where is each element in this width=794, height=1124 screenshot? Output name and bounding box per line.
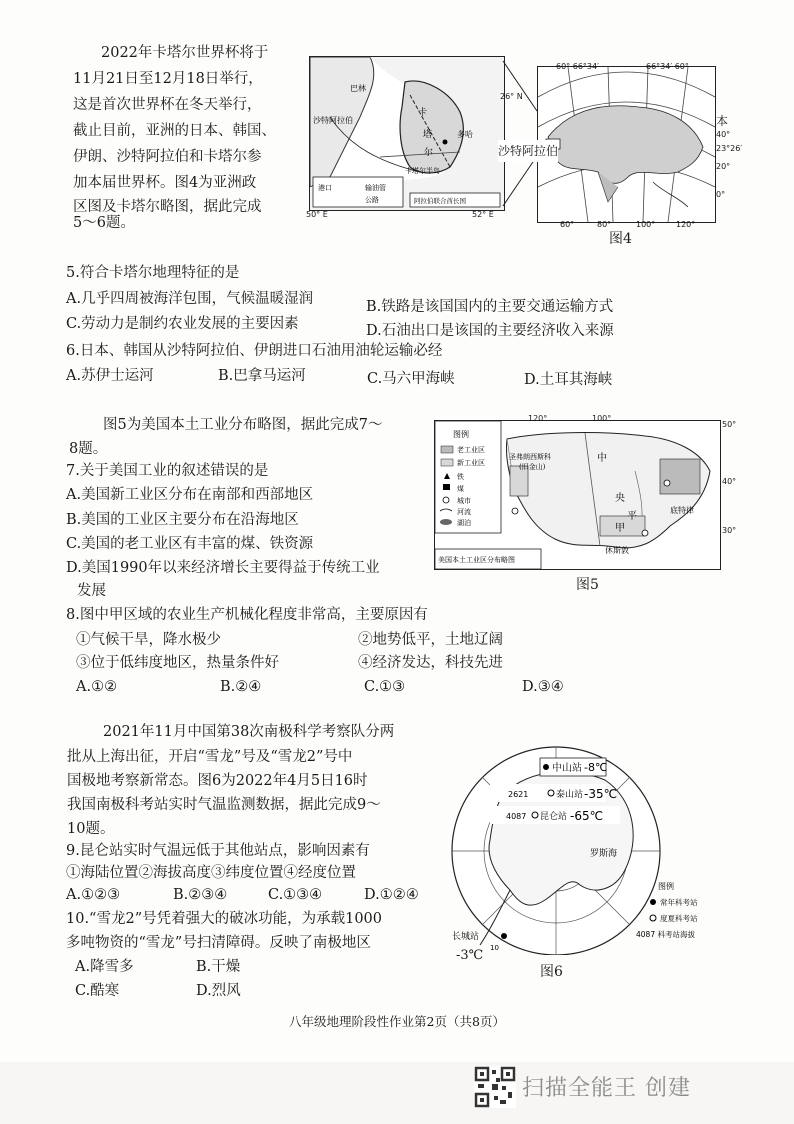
label-saudi-inset: 沙特阿拉伯 [313,116,353,125]
q9-option-b[interactable]: B.②③④ [173,887,228,903]
legend-port: 港口 [318,184,332,192]
fig5-legend-coal: 煤 [457,485,464,493]
intro3-line: 10题。 [67,821,115,837]
q6-option-b[interactable]: B.巴拿马运河 [218,368,306,384]
station-zhongshan: 中山站 [552,763,582,774]
legend-oil: 输油管 [365,184,386,192]
intro1-line: 加本届世界杯。图4为亚洲政 [73,175,257,191]
qatar-inset-map [309,56,505,211]
q7-option-c[interactable]: C.美国的老工业区有丰富的煤、铁资源 [66,536,314,552]
alt-kunlun: 4087 [506,812,527,821]
fig5-lat-50: 50° [722,420,737,429]
q9-option-c[interactable]: C.①③④ [268,887,323,903]
intro3-line: 我国南极科考站实时气温监测数据，据此完成9～ [67,797,381,813]
temp-taishan: -35℃ [584,787,618,801]
label-jia: 甲 [615,523,625,534]
q10-stem-line1: 10.“雪龙2”号凭着强大的破冰功能，为承载1000 [66,911,383,927]
intro1-line: 2022年卡塔尔世界杯将于 [101,45,269,61]
intro1-line: 截止目前，亚洲的日本、韩国、 [73,123,276,139]
connector-lines [500,56,540,216]
fig5-legend-old: 老工业区 [457,446,485,454]
intro1-line: 这是首次世界杯在冬天举行， [73,97,262,113]
page-footer: 八年级地理阶段性作业第2页（共8页） [289,1014,505,1029]
qr-code-icon [474,1066,516,1108]
asia-top-left-coords: 60° 66°34′ [556,62,599,71]
lat-20: 20° [716,162,731,171]
label-ross-sea: 罗斯海 [590,849,618,859]
temp-changcheng: -3℃ [456,948,484,963]
q10-option-b[interactable]: B.干燥 [196,959,241,975]
bottom-lon-60: 60° [560,220,575,229]
q10-option-c[interactable]: C.酷寒 [75,983,120,999]
intro3-line: 国极地考察新常态。图6为2022年4月5日16时 [67,773,368,789]
fig5-legend-title: 图例 [453,430,469,439]
q6-option-d[interactable]: D.土耳其海峡 [524,372,613,388]
intro1-line: 5～6题。 [73,215,135,231]
lat-40: 40° [716,130,731,139]
fig6-legend-summer: 度夏科考站 [660,914,698,923]
fig5-legend-city: 城市 [457,497,471,505]
asia-political-map [537,66,716,223]
q8-option-a[interactable]: A.①② [76,679,118,695]
q10-stem-line2: 多吨物资的“雪龙”号扫清障碍。反映了南极地区 [66,935,371,951]
usa-industry-map [434,420,721,570]
q6-stem: 6.日本、韩国从沙特阿拉伯、伊朗进口石油用油轮运输必经 [66,343,443,359]
temp-kunlun: -65℃ [570,809,604,823]
label-er: 尔 [424,148,434,158]
label-zhong: 中 [597,453,607,464]
label-doha: 多哈 [457,130,473,139]
station-changcheng: 长城站 [452,932,480,942]
fig5-title-box: 美国本土工业区分布略图 [438,556,515,564]
asia-map-svg [538,67,715,222]
fig5-legend-river: 河流 [457,508,471,516]
label-ta: 塔 [423,130,433,140]
q8-item-3: ③位于低纬度地区，热量条件好 [76,655,279,671]
q8-option-d[interactable]: D.③④ [522,679,564,695]
fig6-legend-title: 图例 [658,882,674,891]
asia-top-right-coords: 66°34′ 60° [646,62,689,71]
usa-map-svg [435,421,720,569]
q8-stem: 8.图中甲区域的农业生产机械化程度非常高，主要原因有 [66,607,428,623]
label-detroit: 底特律 [670,506,694,515]
bottom-lon-120: 120° [676,220,696,229]
label-peninsula: 卡塔尔半岛 [405,167,440,175]
q6-option-a[interactable]: A.苏伊士运河 [66,368,154,384]
lat-26n: 26° N [500,92,523,101]
q9-option-a[interactable]: A.①②③ [66,887,121,903]
label-ping: 平 [627,511,637,522]
lon-50e: 50° E [306,210,328,219]
q7-stem: 7.关于美国工业的叙述错误的是 [66,463,269,479]
lon-52e: 52° E [472,210,494,219]
q10-option-a[interactable]: A.降雪多 [75,959,134,975]
intro1-line: 伊朗、沙特阿拉伯和卡塔尔参 [73,149,262,165]
label-bahrain: 巴林 [350,84,366,93]
intro1-line: 11月21日至12月18日举行， [73,71,263,87]
figure-5-caption: 图5 [576,577,599,593]
q9-option-d[interactable]: D.①②④ [364,887,419,903]
q5-option-c[interactable]: C.劳动力是制约农业发展的主要因素 [66,316,299,332]
label-houston: 休斯敦 [605,546,629,555]
q8-item-4: ④经济发达，科技先进 [358,655,503,671]
intro2-line: 图5为美国本土工业分布略图，据此完成7～ [103,417,383,433]
antarctica-map [450,740,750,955]
label-saudi-asia: 沙特阿拉伯 [498,140,558,162]
fig6-legend-permanent: 常年科考站 [660,898,698,907]
q5-stem: 5.符合卡塔尔地理特征的是 [66,265,240,281]
intro1-line: 区图及卡塔尔略图，据此完成 [73,199,262,215]
q7-option-d-cont: 发展 [77,583,106,599]
q5-option-a[interactable]: A.几乎四周被海洋包围，气候温暖湿润 [66,291,314,307]
q7-option-d[interactable]: D.美国1990年以来经济增长主要得益于传统工业 [66,560,380,576]
fig5-lat-30: 30° [722,526,737,535]
q8-item-1: ①气候干旱，降水极少 [76,632,221,648]
q8-item-2: ②地势低平，土地辽阔 [358,632,503,648]
q10-option-d[interactable]: D.烈风 [196,983,241,999]
lat-0: 0° [716,190,726,199]
label-yang: 央 [615,493,625,504]
fig5-legend-lake: 湖泊 [457,519,471,527]
q5-option-d[interactable]: D.石油出口是该国的主要经济收入来源 [366,323,614,339]
label-uae: 阿拉伯联合酋长国 [414,197,466,205]
figure-6-caption: 图6 [540,964,563,980]
alt-taishan: 2621 [508,790,529,799]
q9-items: ①海陆位置②海拔高度③纬度位置④经度位置 [66,865,356,881]
scanner-watermark: 扫描全能王 创建 [522,1076,691,1101]
antarctica-map-svg [450,740,750,955]
q8-option-b[interactable]: B.②④ [220,679,262,695]
bottom-lon-80: 80° [597,220,612,229]
label-sf: 圣弗朗西斯科 [509,453,551,461]
q5-option-b[interactable]: B.铁路是该国国内的主要交通运输方式 [366,299,614,315]
bottom-lon-100: 100° [636,220,656,229]
q9-stem: 9.昆仑站实时气温远低于其他站点，影响因素有 [66,843,370,859]
station-taishan: 泰山站 [556,790,584,800]
fig6-legend-altitude: 4087 科考站海拔 [636,930,695,939]
temp-zhongshan: -8℃ [584,761,608,774]
intro2-line: 8题。 [69,441,108,457]
q8-option-c[interactable]: C.①③ [364,679,406,695]
legend-road: 公路 [365,196,379,204]
q7-option-b[interactable]: B.美国的工业区主要分布在沿海地区 [66,512,299,528]
label-qa: 卡 [418,108,428,118]
fig5-legend-new: 新工业区 [457,459,485,467]
q6-option-c[interactable]: C.马六甲海峡 [367,371,455,387]
label-sf2: (旧金山) [519,463,546,471]
fig5-legend-iron: 铁 [457,473,464,481]
intro3-line: 2021年11月中国第38次南极科学考察队分两 [103,724,395,740]
lat-tropic: 23°26′ [716,144,743,153]
label-japan: 本 [716,114,729,128]
alt-changcheng: 10 [490,944,499,952]
qatar-map-svg [310,57,504,210]
station-kunlun: 昆仑站 [540,812,568,822]
intro3-line: 批从上海出征，开启“雪龙”号及“雪龙2”号中 [67,749,353,765]
fig5-lon-120: 120° [528,414,548,423]
figure-4-caption: 图4 [609,231,632,247]
fig5-lat-40: 40° [722,477,737,486]
fig5-lon-100: 100° [592,414,612,423]
q7-option-a[interactable]: A.美国新工业区分布在南部和西部地区 [66,487,314,503]
